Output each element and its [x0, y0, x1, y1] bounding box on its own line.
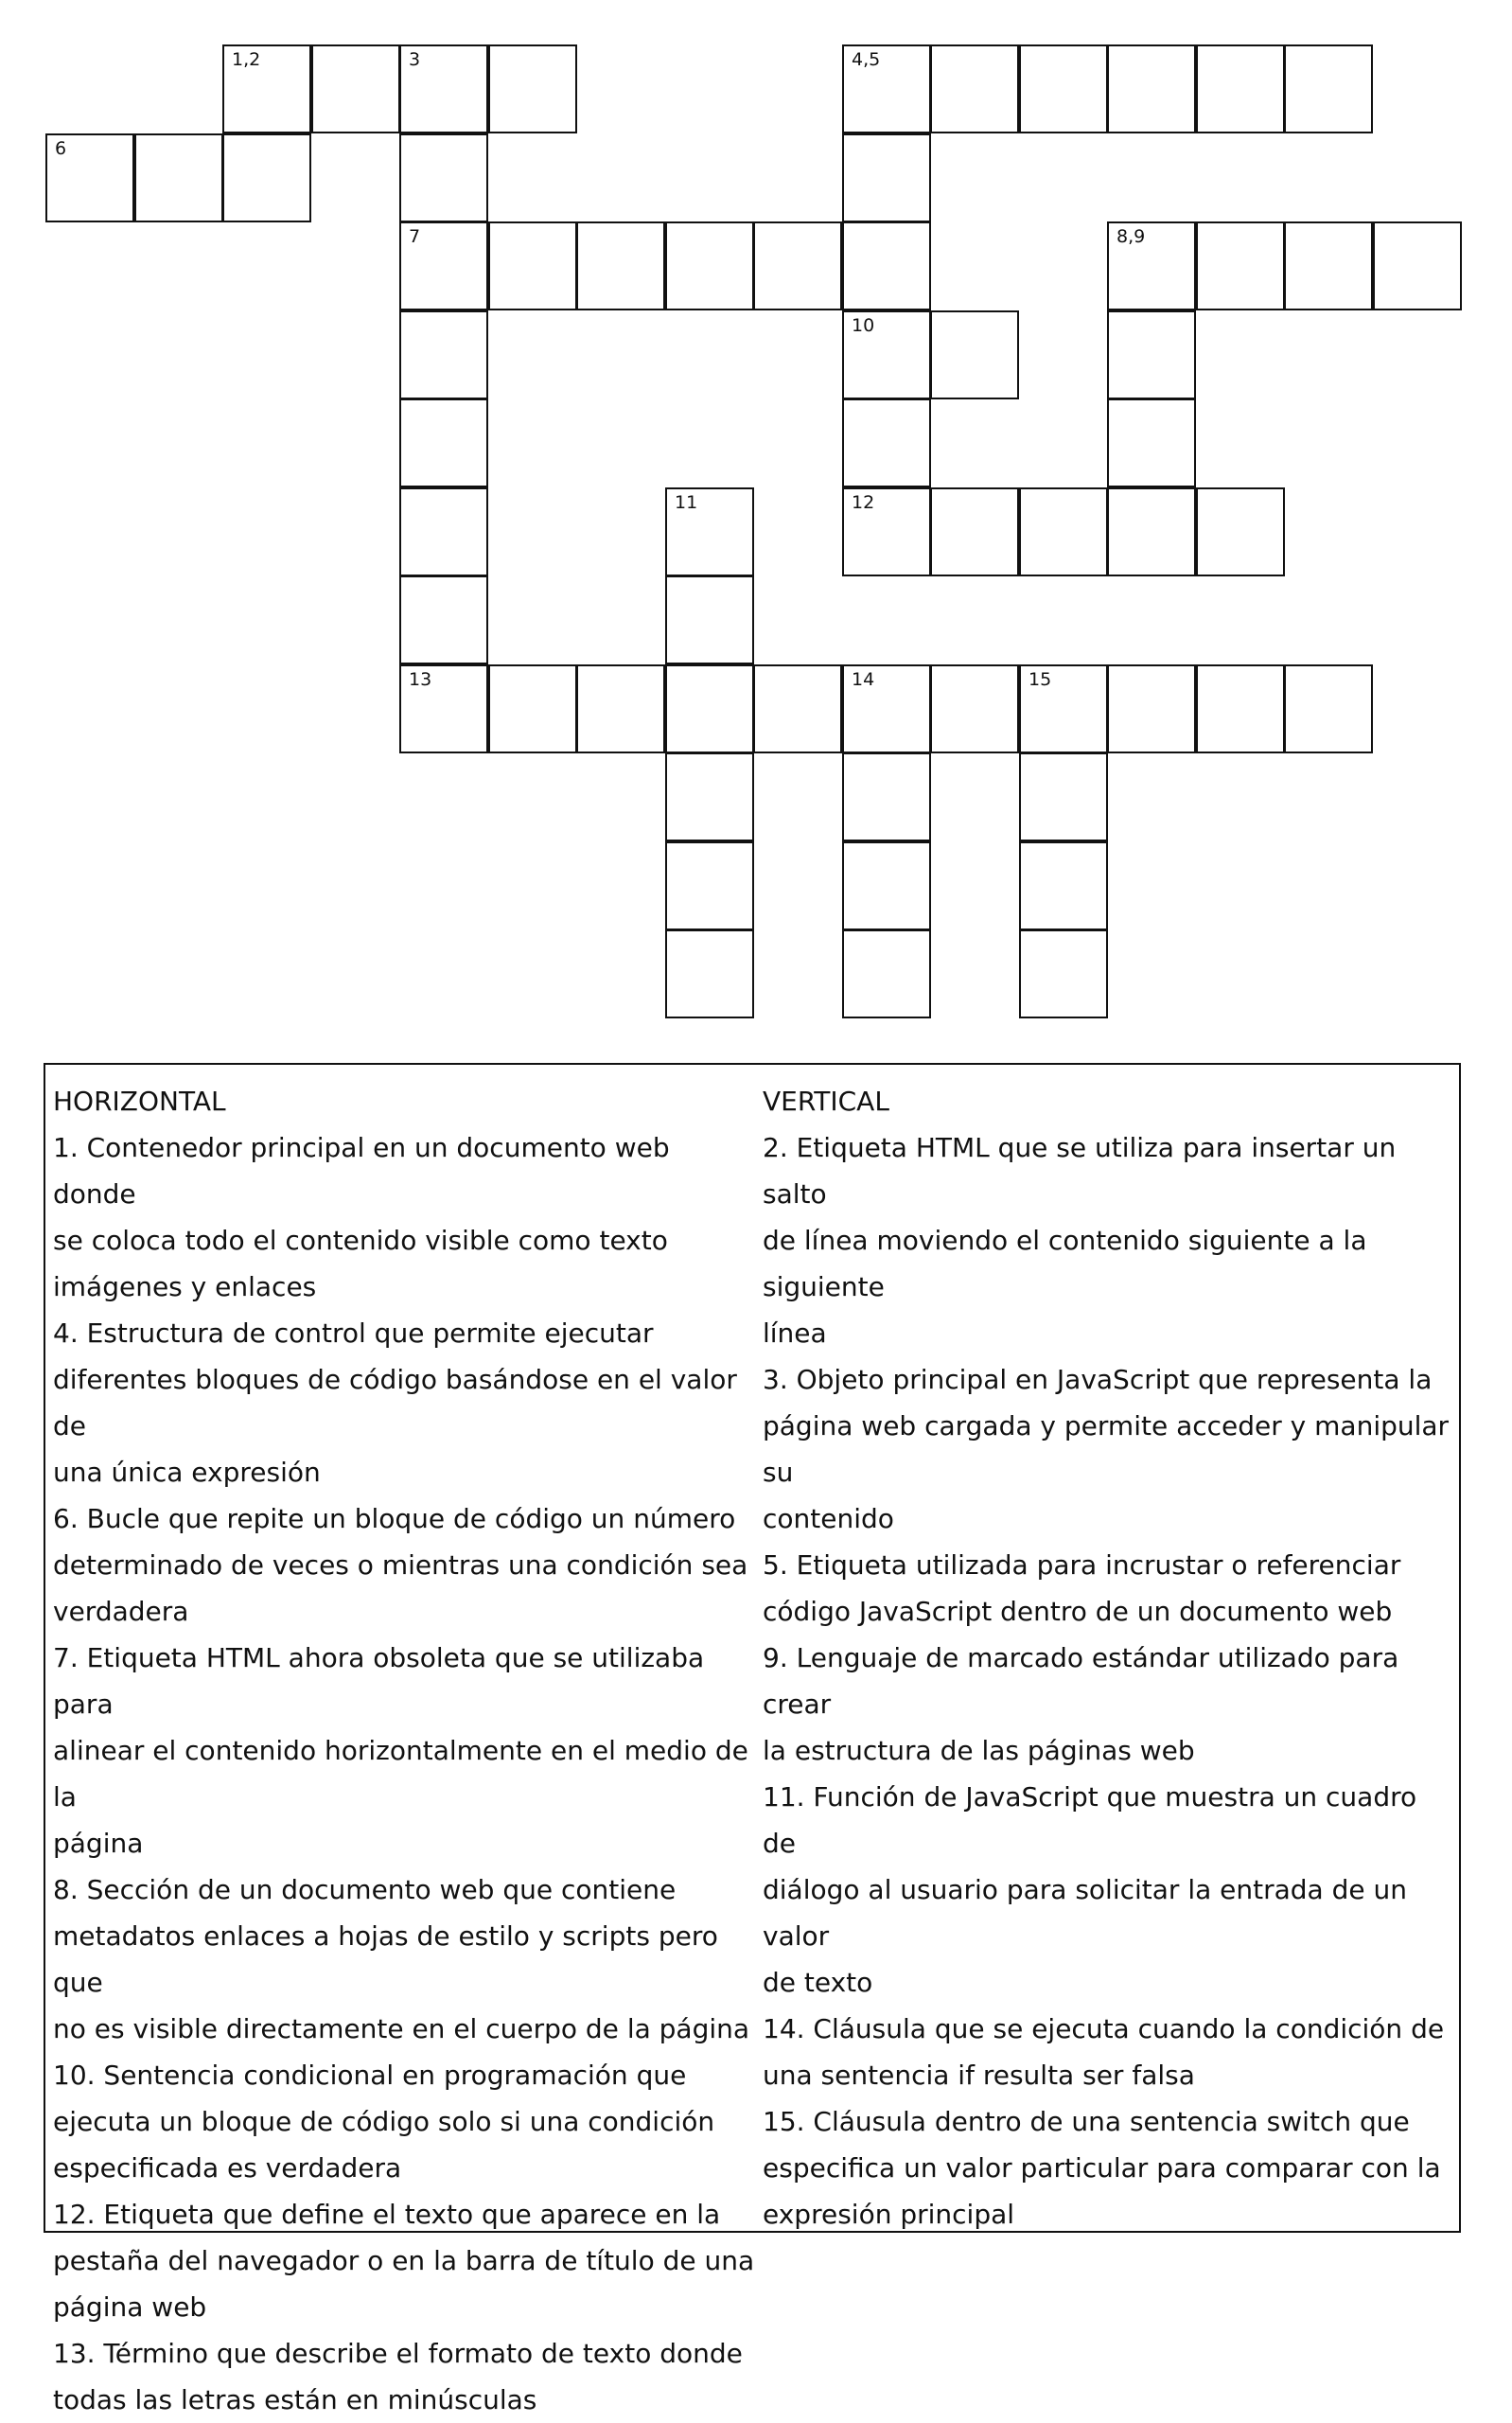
grid-cell[interactable]	[665, 575, 754, 664]
horizontal-clue-line: metadatos enlaces a hojas de estilo y scripts pero que	[53, 1920, 718, 1998]
vertical-clue-line: 9. Lenguaje de marcado estándar utilizado para crear	[763, 1642, 1399, 1720]
grid-cell[interactable]	[45, 133, 134, 222]
grid-cell[interactable]	[399, 133, 488, 222]
horizontal-clue-line: determinado de veces o mientras una condición sea	[53, 1549, 748, 1581]
vertical-clue-line: página web cargada y permite acceder y manipular su	[763, 1410, 1450, 1488]
grid-cell[interactable]	[930, 44, 1019, 133]
vertical-clue-line: 2. Etiqueta HTML que se utiliza para insertar un salto	[763, 1132, 1397, 1210]
grid-cell[interactable]	[930, 310, 1019, 399]
horizontal-title: HORIZONTAL	[53, 1086, 226, 1117]
clue-number: 10	[852, 315, 875, 336]
grid-cell[interactable]	[1107, 664, 1196, 753]
horizontal-clue-line: diferentes bloques de código basándose en el valor de	[53, 1364, 737, 1441]
grid-cell[interactable]	[399, 575, 488, 664]
horizontal-clue-line: todas las letras están en minúsculas	[53, 2384, 537, 2415]
horizontal-clue-line: 12. Etiqueta que define el texto que aparece en la	[53, 2199, 721, 2230]
vertical-clue-line: código JavaScript dentro de un documento web	[763, 1596, 1393, 1627]
clue-number: 7	[409, 226, 421, 247]
grid-cell[interactable]	[842, 133, 931, 222]
horizontal-clue-line: 1. Contenedor principal en un documento web donde	[53, 1132, 670, 1210]
vertical-clue-line: 3. Objeto principal en JavaScript que representa la	[763, 1364, 1433, 1395]
grid-cell[interactable]	[399, 487, 488, 576]
clue-number: 11	[675, 492, 698, 513]
grid-cell[interactable]	[488, 664, 577, 753]
grid-cell[interactable]	[1196, 44, 1285, 133]
grid-cell[interactable]	[399, 44, 488, 133]
grid-cell[interactable]	[399, 664, 488, 753]
clue-number: 12	[852, 492, 875, 513]
grid-cell[interactable]	[665, 221, 754, 310]
grid-cell[interactable]	[930, 664, 1019, 753]
clue-number: 14	[852, 669, 875, 690]
horizontal-clue-line: 13. Término que describe el formato de texto donde	[53, 2338, 743, 2369]
vertical-clue-line: expresión principal	[763, 2199, 1015, 2230]
clue-number: 15	[1029, 669, 1052, 690]
vertical-clue-line: la estructura de las páginas web	[763, 1735, 1195, 1766]
clue-number: 6	[55, 138, 67, 159]
grid-cell[interactable]	[1107, 44, 1196, 133]
grid-cell[interactable]	[665, 841, 754, 930]
grid-cell[interactable]	[1019, 929, 1108, 1018]
grid-cell[interactable]	[842, 398, 931, 487]
horizontal-clues-column	[53, 1078, 755, 2423]
vertical-clue-line: 15. Cláusula dentro de una sentencia switch que	[763, 2106, 1410, 2137]
vertical-clue-line: especifica un valor particular para comparar con la	[763, 2152, 1441, 2184]
grid-cell[interactable]	[1107, 398, 1196, 487]
grid-cell[interactable]	[1284, 221, 1373, 310]
horizontal-clue-line: una única expresión	[53, 1457, 321, 1488]
grid-cell[interactable]	[842, 929, 931, 1018]
grid-cell[interactable]	[1284, 664, 1373, 753]
horizontal-clue-line: alinear el contenido horizontalmente en el medio de la	[53, 1735, 748, 1813]
horizontal-clue-line: no es visible directamente en el cuerpo de la página	[53, 2013, 750, 2044]
grid-cell[interactable]	[665, 929, 754, 1018]
grid-cell[interactable]	[399, 310, 488, 399]
grid-cell[interactable]	[842, 44, 931, 133]
grid-cell[interactable]	[576, 664, 665, 753]
vertical-clue-line: de texto	[763, 1967, 873, 1998]
clue-number: 4,5	[852, 49, 881, 70]
clues-panel	[44, 1063, 1461, 2415]
grid-cell[interactable]	[1019, 487, 1108, 576]
grid-cell[interactable]	[1019, 841, 1108, 930]
grid-cell[interactable]	[1019, 44, 1108, 133]
grid-cell[interactable]	[753, 664, 842, 753]
horizontal-clue-line: pestaña del navegador o en la barra de título de una	[53, 2245, 755, 2276]
vertical-clue-line: de línea moviendo el contenido siguiente a la siguiente	[763, 1225, 1367, 1302]
clue-number: 3	[409, 49, 421, 70]
grid-cell[interactable]	[842, 221, 931, 310]
vertical-clue-line: diálogo al usuario para solicitar la entrada de un valor	[763, 1874, 1408, 1952]
horizontal-clue-line: 8. Sección de un documento web que contiene	[53, 1874, 677, 1905]
grid-cell[interactable]	[1373, 221, 1462, 310]
grid-cell[interactable]	[399, 221, 488, 310]
horizontal-clue-line: verdadera	[53, 1596, 189, 1627]
vertical-clue-line: contenido	[763, 1503, 894, 1534]
grid-cell[interactable]	[399, 398, 488, 487]
horizontal-clue-line: imágenes y enlaces	[53, 1271, 317, 1302]
horizontal-clue-line: se coloca todo el contenido visible como texto	[53, 1225, 668, 1256]
grid-cell[interactable]	[1196, 487, 1285, 576]
grid-cell[interactable]	[1107, 487, 1196, 576]
grid-cell[interactable]	[488, 221, 577, 310]
grid-cell[interactable]	[134, 133, 223, 222]
grid-cell[interactable]	[222, 44, 311, 133]
horizontal-clue-line: especificada es verdadera	[53, 2152, 402, 2184]
grid-cell[interactable]	[665, 487, 754, 576]
clue-number: 8,9	[1116, 226, 1146, 247]
horizontal-clue-list	[53, 1124, 755, 2423]
grid-cell[interactable]	[1019, 752, 1108, 841]
grid-cell[interactable]	[842, 310, 931, 399]
grid-cell[interactable]	[311, 44, 400, 133]
vertical-clue-line: 11. Función de JavaScript que muestra un cuadro de	[763, 1781, 1417, 1859]
grid-cell[interactable]	[842, 752, 931, 841]
vertical-clue-line: una sentencia if resulta ser falsa	[763, 2060, 1195, 2091]
horizontal-clue-line: página	[53, 1828, 144, 1859]
grid-cell[interactable]	[842, 487, 931, 576]
grid-cell[interactable]	[842, 664, 931, 753]
vertical-clue-line: 5. Etiqueta utilizada para incrustar o referenciar	[763, 1549, 1401, 1581]
grid-cell[interactable]	[842, 841, 931, 930]
grid-cell[interactable]	[1196, 664, 1285, 753]
clue-number: 13	[409, 669, 432, 690]
horizontal-clue-line: 4. Estructura de control que permite ejecutar	[53, 1318, 654, 1349]
grid-cell[interactable]	[1284, 44, 1373, 133]
grid-cell[interactable]	[576, 221, 665, 310]
grid-cell[interactable]	[1196, 221, 1285, 310]
horizontal-clue-line: página web	[53, 2291, 207, 2323]
grid-cell[interactable]	[488, 44, 577, 133]
grid-cell[interactable]	[222, 133, 311, 222]
vertical-clues-column	[763, 1078, 1453, 2237]
vertical-clue-list	[763, 1124, 1453, 2237]
vertical-title: VERTICAL	[763, 1086, 889, 1117]
crossword-grid	[0, 0, 1512, 1041]
grid-cell[interactable]	[665, 752, 754, 841]
grid-cell[interactable]	[1019, 664, 1108, 753]
grid-cell[interactable]	[1107, 310, 1196, 399]
horizontal-clue-line: 6. Bucle que repite un bloque de código un número	[53, 1503, 736, 1534]
grid-cell[interactable]	[930, 487, 1019, 576]
grid-cell[interactable]	[665, 664, 754, 753]
grid-cell[interactable]	[1107, 221, 1196, 310]
horizontal-clue-line: 10. Sentencia condicional en programación que	[53, 2060, 687, 2091]
clue-number: 1,2	[232, 49, 261, 70]
horizontal-clue-line: ejecuta un bloque de código solo si una condición	[53, 2106, 715, 2137]
grid-cell[interactable]	[753, 221, 842, 310]
vertical-clue-line: línea	[763, 1318, 827, 1349]
vertical-clue-line: 14. Cláusula que se ejecuta cuando la condición de	[763, 2013, 1445, 2044]
horizontal-clue-line: 7. Etiqueta HTML ahora obsoleta que se utilizaba para	[53, 1642, 705, 1720]
